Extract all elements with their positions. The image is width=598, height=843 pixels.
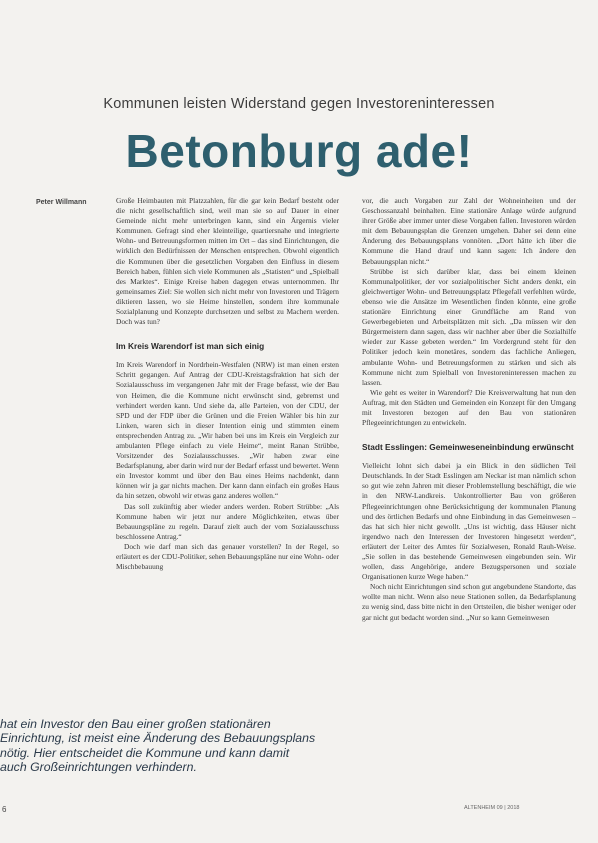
pull-quote	[0, 717, 355, 775]
pull-quote-line: nötig. Hier entscheidet die Kommune und kann damit	[0, 745, 290, 760]
pull-quote-line: auch Großeinrichtungen verhindern.	[0, 760, 197, 775]
intro-paragraph: Große Heimbauten mit Platzzahlen, für die gar kein Bedarf besteht oder die nicht gesellschaftlich sind, weil man sie so auf Dauer in einer Gemeinde nicht mehr unterbringen kann, sind ein Ärgernis vieler Kommunen. Gefragt sind eher kleinteilige, quartiersnahe und integrierte Wohn- und Betreuungsformen mitten im Ort – das sind Einrichtungen, die wirklich den Bedürfnissen der Menschen entsprechen. Obwohl eigentlich die Kommunen über die gesetzlichen Vorgaben den Einfluss in diesem Bereich haben, fühlen sich viele Kommunen als „Statisten“ und „Spielball des Marktes“. Einige Kreise haben dagegen etwas unternommen. Ihr gemeinsames Ziel: Sie wollen sich nicht mehr von Investoren und Trägern diktieren lassen, wo sie Heime hinstellen, sondern ihre kommunale Sozialplanung und Konzepte durchsetzen und selbst zu Machern werden. Doch was tun?	[116, 196, 339, 327]
body-paragraph: Im Kreis Warendorf in Nordrhein-Westfalen (NRW) ist man einen ersten Schritt gegangen. Auf Antrag der CDU-Kreistagsfraktion hat sich der Sozialausschuss im vergangenen Jahr mit der Frage befasst, wie der Bau von Heimen, die die Kommune nicht erwünscht sind, gebremst und verhindert werden kann. Und siehe da, alle Parteien, von der CDU, der SPD und der FDP über die Grünen und die Freien Wähler bis hin zur Linken, waren sich in dieser Intention einig und stimmten einem entsprechenden Antrag zu. „Wir haben bei uns im Kreis ein Vergleich zur ambulanten Pflege einfach zu viele Heime“, meint Ranan Strübbe, Vorsitzender des Sozialausschusses. „Wir haben zwar eine Bedarfsplanung, aber darin wird nur der Bedarf erfasst und bewertet. Wenn ein Investor kommt und über den Bau eines Heims nachdenkt, dann können wir ja gar nichts machen. Der kann dann einfach ein großes Haus da hin setzen, obwohl wir etwas ganz anderes wollen.“	[116, 360, 339, 501]
article-overline: Kommunen leisten Widerstand gegen Investoreninteressen	[103, 96, 495, 112]
issue-footer: ALTENHEIM 09 | 2018	[464, 805, 520, 811]
article-author: Peter Willmann	[36, 199, 87, 206]
pull-quote-line: hat ein Investor den Bau einer großen stationären	[0, 717, 271, 731]
body-paragraph: vor, die auch Vorgaben zur Zahl der Wohneinheiten und der Geschossanzahl beinhalten. Eine stationäre Anlage würde aufgrund ihrer Größe aber immer unter diese Vorgaben fallen. Investoren würden mit dem Bebauungsplan die Grenzen umgehen. Daher sei denn eine Änderung des Bebauungsplans vonnöten. „Dort hätte ich über die Kommune die Hand drauf und kann sagen: Ich ändere den Bebauungsplan nicht.“	[362, 196, 576, 266]
body-paragraph: Das soll zukünftig aber wieder anders werden. Robert Strübbe: „Als Kommune haben wir jetzt nur andere Möglichkeiten, etwas über Bebauungspläne zu regeln. Darauf zielt auch der vom Sozialausschuss beschlossene Antrag.“	[116, 501, 339, 541]
body-paragraph: Strübbe ist sich darüber klar, dass bei einem kleinen Kommunalpolitiker, der vor sozialpolitischer Sicht anders denkt, ein gleichwertiger Wohn- und Betreuungsplatz Pflegefall verfehlten würde, ebenso wie die Ansätze im Wesentlichen finden könnte, eine große stationäre Einrichtung einer Grundfläche am Rand von Gewerbegebieten und Arbeitsplätzen mit sich. „Da müssen wir den Bürgermeistern dann sagen, dass wir nachher aber über die Sozialhilfe wieder zur Kasse gebeten werden.“ Im Vordergrund steht für den Politiker jedoch kein monetäres, sondern das fachliche Anliegen, ambulante Wohn- und Betreuungsformen zu stärken und sich als Kommune nicht zum Spielball von Investoreninteressen machen zu lassen.	[362, 266, 576, 387]
section-heading-esslingen: Stadt Esslingen: Gemeinweseneinbindung erwünscht	[362, 442, 574, 453]
body-paragraph: Doch wie darf man sich das genauer vorstellen? In der Regel, so erläutert es der CDU-Politiker, sehen Bebauungspläne nur eine Wohn- oder Mischbebauung	[116, 541, 339, 572]
text-column-right	[362, 196, 576, 623]
body-paragraph: Noch nicht Einrichtungen sind schon gut angebundene Standorte, das wollte man nicht. Wenn also neue Stationen sollen, da Bedarfsplanung zu wenig sind, dass bitte nicht in den Ortsteilen, die bisher weniger oder gar nicht gut bedacht worden sind. „Nur so kann Gemeinwesen	[362, 582, 576, 622]
article-title: Betonburg ade!	[125, 125, 473, 177]
body-paragraph: Vielleicht lohnt sich dabei ja ein Blick in den südlichen Teil Deutschlands. In der Stadt Esslingen am Neckar ist man nämlich schon so gut wie zehn Jahren mit dieser Problemstellung beschäftigt, die wie in den NRW-Landkreis. Unkontrollierter Bau von größeren Pflegeeinrichtungen ohne Berücksichtigung der kommunalen Planung und des örtlichen Bedarfs und ohne Einbindung in das Gemeinwesen – das hat sich hier nicht gewollt. „Uns ist wichtig, dass Häuser nicht irgendwo nach den Interessen der Investoren hingesetzt werden“, erläutert der Leiter des Amtes für Sozialwesen, Ronald Rauh-Weise. „Sie sollen in das bestehende Gemeinwesen eingebunden sein. Wir wollen, dass Angehörige, andere Bezugspersonen und soziale Organisationen kurze Wege haben.“	[362, 461, 576, 582]
pull-quote-line: Einrichtung, ist meist eine Änderung des Bebauungsplans	[0, 731, 316, 746]
section-heading-warendorf: Im Kreis Warendorf ist man sich einig	[116, 341, 265, 352]
body-paragraph: Wie geht es weiter in Warendorf? Die Kreisverwaltung hat nun den Auftrag, mit den Städten und Gemeinden ein Konzept für den Umgang mit Investoren bezogen auf den Bau von stationären Pflegeeinrichtungen zu entwickeln.	[362, 387, 576, 428]
text-column-left	[116, 196, 339, 572]
page-number: 6	[2, 805, 7, 814]
